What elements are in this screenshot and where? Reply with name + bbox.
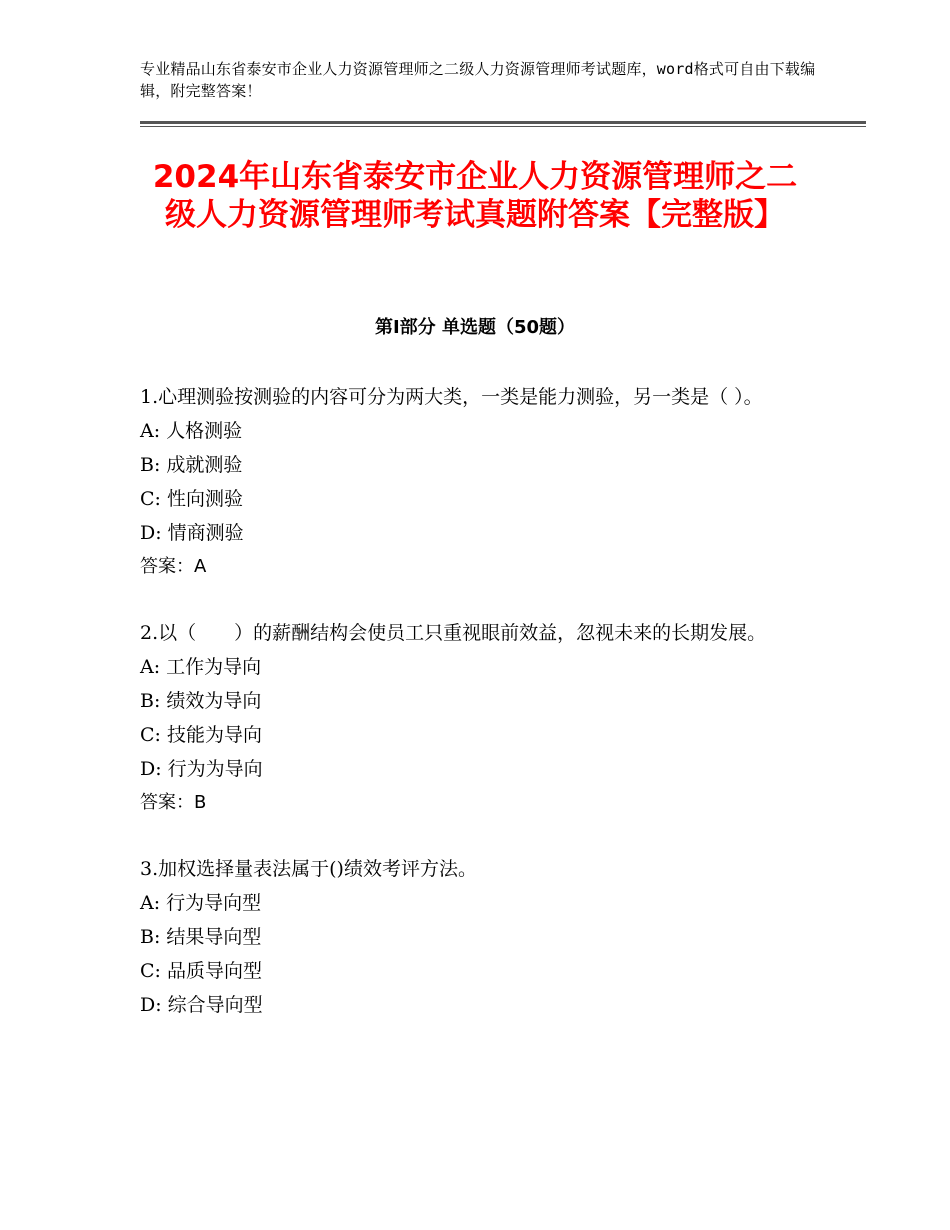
question-list bbox=[140, 380, 820, 1054]
option-d: D: 综合导向型 bbox=[140, 994, 263, 1016]
header-rule-thick bbox=[140, 121, 866, 124]
option-b: B: 成就测验 bbox=[140, 454, 243, 476]
answer-line: 答案：B bbox=[140, 792, 207, 813]
answer-line: 答案：A bbox=[140, 556, 207, 577]
question-stem: 1.心理测验按测验的内容可分为两大类，一类是能力测验，另一类是（ ）。 bbox=[140, 386, 763, 408]
header-rule-thin bbox=[140, 126, 866, 127]
question-stem: 2.以（ ）的薪酬结构会使员工只重视眼前效益，忽视未来的长期发展。 bbox=[140, 622, 767, 644]
option-a: A: 行为导向型 bbox=[140, 892, 262, 914]
question-3 bbox=[140, 852, 820, 1022]
option-d: D: 行为为导向 bbox=[140, 758, 263, 780]
header-note: 专业精品山东省泰安市企业人力资源管理师之二级人力资源管理师考试题库，word格式可自由下载编辑，附完整答案！ bbox=[140, 60, 816, 100]
option-b: B: 结果导向型 bbox=[140, 926, 262, 948]
option-c: C: 性向测验 bbox=[140, 488, 243, 510]
option-c: C: 技能为导向 bbox=[140, 724, 262, 746]
question-1 bbox=[140, 380, 820, 584]
option-a: A: 人格测验 bbox=[140, 420, 243, 442]
question-2 bbox=[140, 616, 820, 820]
question-stem: 3.加权选择量表法属于()绩效考评方法。 bbox=[140, 858, 477, 880]
option-a: A: 工作为导向 bbox=[140, 656, 262, 678]
document-title: 2024年山东省泰安市企业人力资源管理师之二级人力资源管理师考试真题附答案【完整版】 bbox=[152, 159, 798, 233]
option-b: B: 绩效为导向 bbox=[140, 690, 262, 712]
section-heading: 第Ⅰ部分 单选题（50题） bbox=[374, 317, 575, 338]
option-c: C: 品质导向型 bbox=[140, 960, 262, 982]
option-d: D: 情商测验 bbox=[140, 522, 244, 544]
